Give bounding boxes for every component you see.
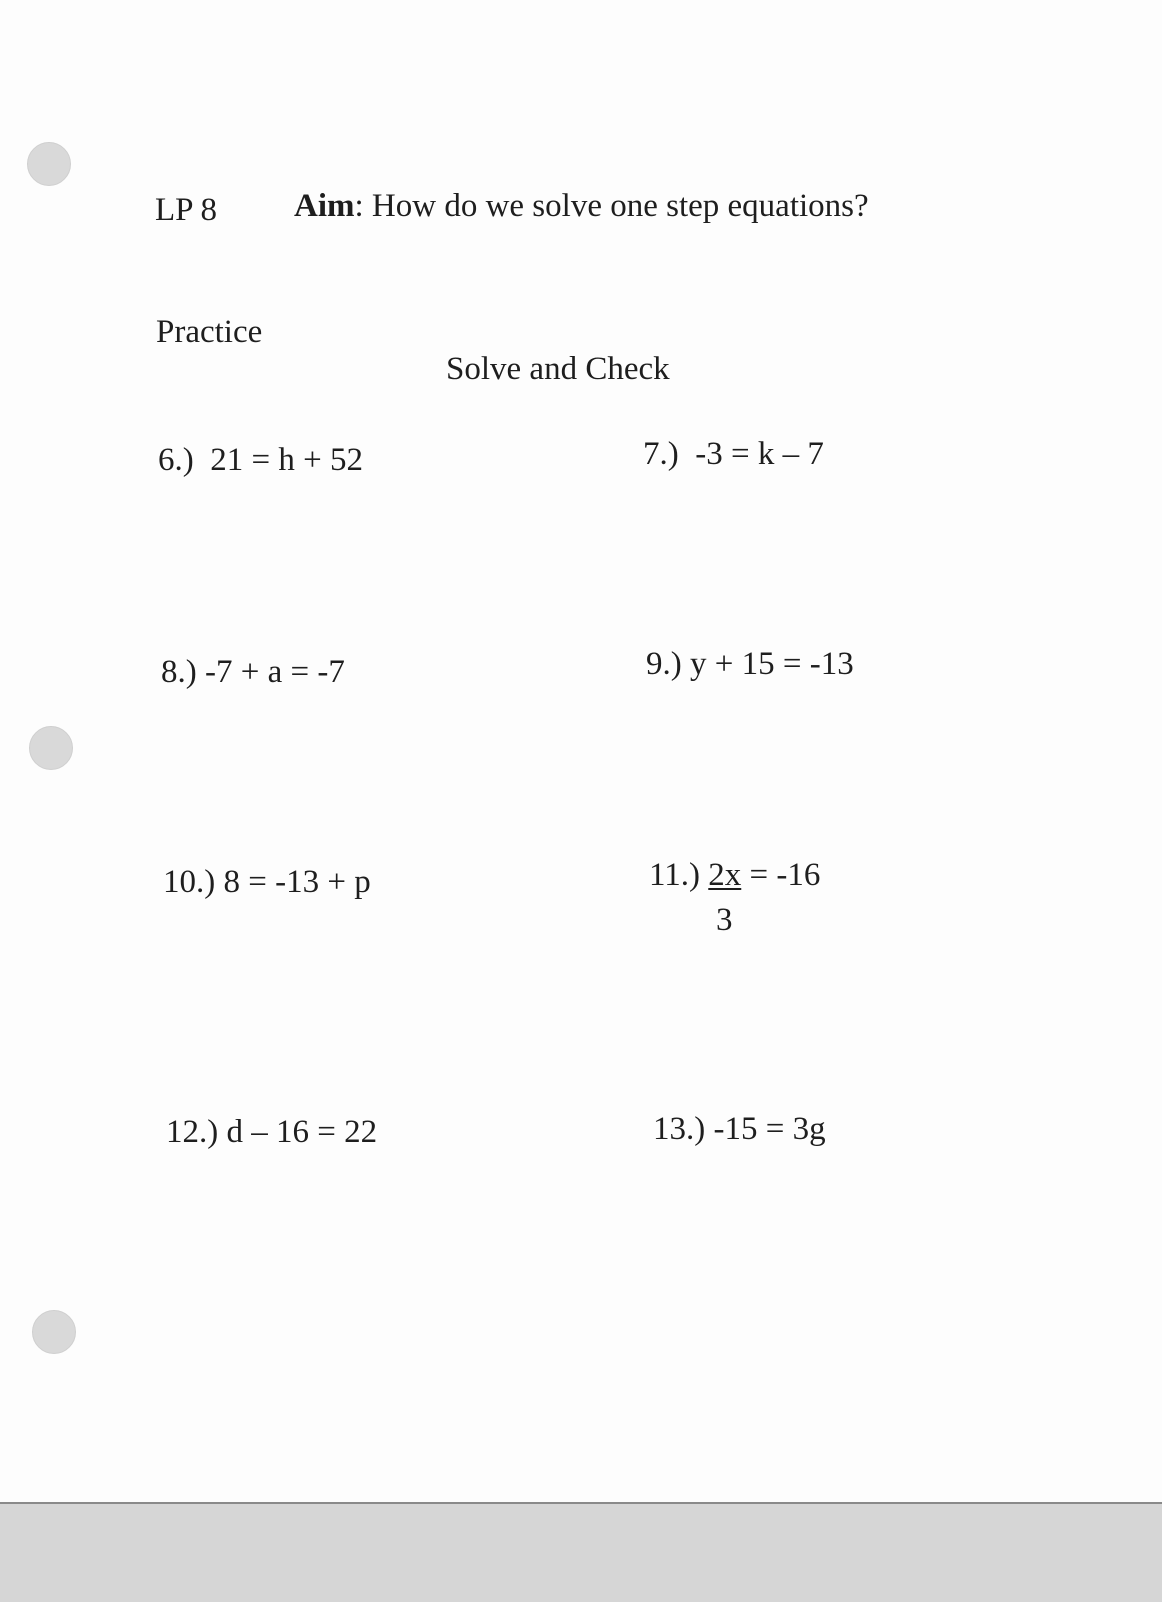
problem-equation: -7 + a = -7 <box>205 654 345 690</box>
problem-number: 7.) <box>643 436 679 472</box>
problem-9 <box>646 648 854 681</box>
aim-question: : How do we solve one step equations? <box>354 188 869 224</box>
lesson-number: LP 8 <box>155 192 218 228</box>
problem-equation: -3 = k – 7 <box>695 436 824 472</box>
problem-number: 6.) <box>158 442 194 478</box>
problem-number: 12.) <box>166 1114 219 1150</box>
problem-number: 9.) <box>646 646 682 682</box>
problem-6 <box>158 444 363 477</box>
problem-11 <box>649 859 820 892</box>
problem-equation: -15 = 3g <box>713 1111 826 1147</box>
punch-hole-bottom <box>32 1310 76 1354</box>
aim-line <box>294 190 869 223</box>
problem-number: 13.) <box>653 1111 706 1147</box>
problem-number: 8.) <box>161 654 197 690</box>
aim-label: Aim <box>294 188 355 224</box>
problem-7 <box>643 438 824 471</box>
problem-equation: y + 15 = -13 <box>690 646 854 682</box>
problem-12 <box>166 1116 377 1149</box>
problem-13 <box>653 1113 826 1146</box>
problem-equation: 8 = -13 + p <box>223 864 371 900</box>
problem-number: 10.) <box>163 864 216 900</box>
instructions: Solve and Check <box>446 351 670 387</box>
problem-rhs: = -16 <box>741 857 821 893</box>
problem-number: 11.) <box>649 857 701 893</box>
section-title: Practice <box>156 314 263 350</box>
fraction-denominator: 3 <box>716 902 733 938</box>
punch-hole-middle <box>29 726 73 770</box>
punch-hole-top <box>27 142 71 186</box>
problem-10 <box>163 866 371 899</box>
problem-8 <box>161 656 345 689</box>
fraction-numerator: 2x <box>708 857 742 893</box>
problem-equation: d – 16 = 22 <box>226 1114 378 1150</box>
problem-equation: 21 = h + 52 <box>210 442 363 478</box>
scanner-background <box>0 1502 1162 1602</box>
